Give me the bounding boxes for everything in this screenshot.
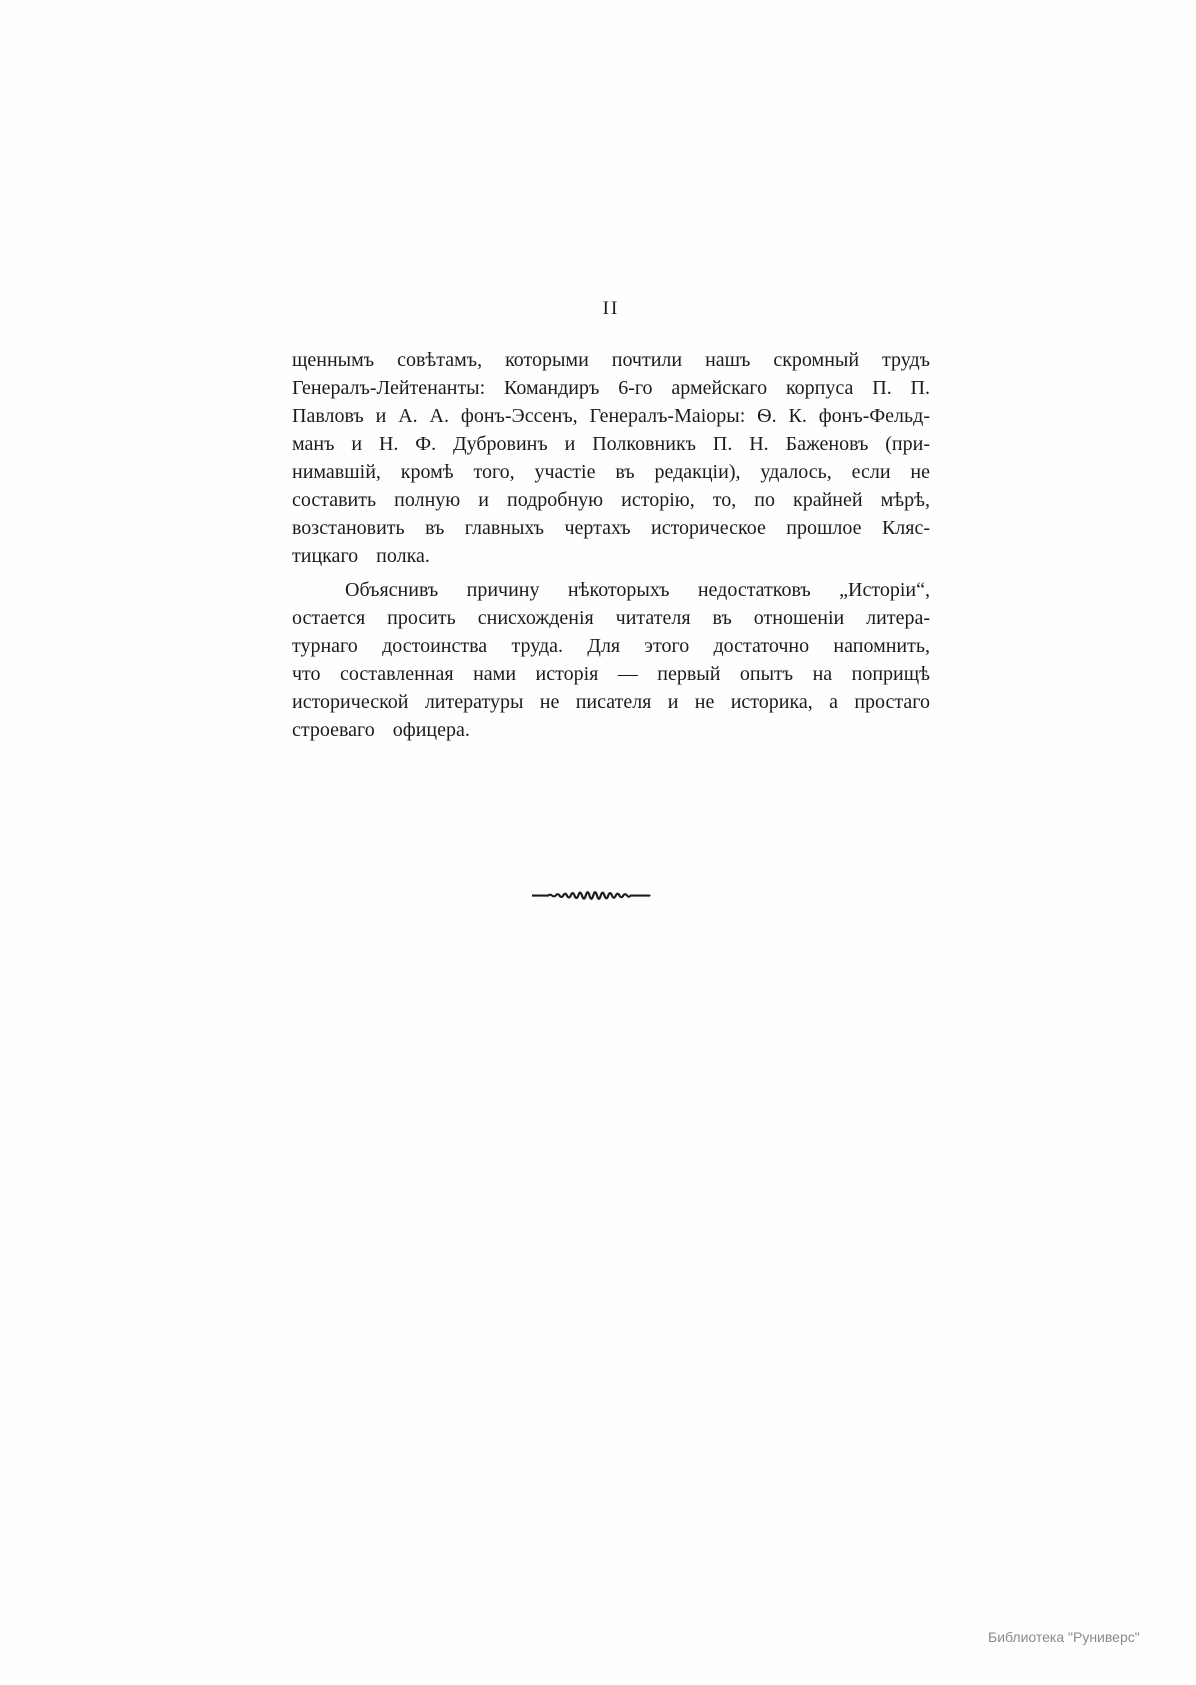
text-line: тицкаго полка. — [292, 545, 430, 567]
text-line: что составленная нами исторія — первый опытъ на поприщѣ — [292, 663, 930, 685]
text-line: составить полную и подробную исторію, то, по крайней мѣрѣ, — [292, 489, 930, 511]
text-line: Генералъ-Лейтенанты: Командиръ 6-го армейскаго корпуса П. П. — [292, 377, 930, 399]
text-line: манъ и Н. Ф. Дубровинъ и Полковникъ П. Н. Баженовъ (при- — [292, 433, 930, 455]
text-line: нимавшій, кромѣ того, участіе въ редакціи), удалось, если не — [292, 461, 930, 483]
text-line: остается просить снисхожденія читателя въ отношеніи литера- — [292, 607, 930, 629]
wavy-line-icon — [532, 886, 692, 904]
paragraph-continuation — [292, 346, 930, 570]
text-line: Объяснивъ причину нѣкоторыхъ недостатковъ „Исторіи“, — [345, 579, 930, 601]
squiggle-divider — [532, 886, 692, 904]
paragraph-closing — [292, 576, 930, 744]
text-line: турнаго достоинства труда. Для этого достаточно напомнить, — [292, 635, 930, 657]
text-line: строеваго офицера. — [292, 719, 470, 741]
text-block — [292, 346, 930, 744]
text-line: Павловъ и А. А. фонъ-Эссенъ, Генералъ-Маіоры: Ѳ. К. фонъ-Фельд- — [292, 405, 930, 427]
text-line: исторической литературы не писателя и не историка, а простаго — [292, 691, 930, 713]
page-number: II — [602, 298, 620, 319]
text-line: возстановить въ главныхъ чертахъ историческое прошлое Кляс- — [292, 517, 930, 539]
library-watermark: Библиотека "Руниверс" — [988, 1629, 1140, 1645]
text-line: щеннымъ совѣтамъ, которыми почтили нашъ скромный трудъ — [292, 349, 930, 371]
